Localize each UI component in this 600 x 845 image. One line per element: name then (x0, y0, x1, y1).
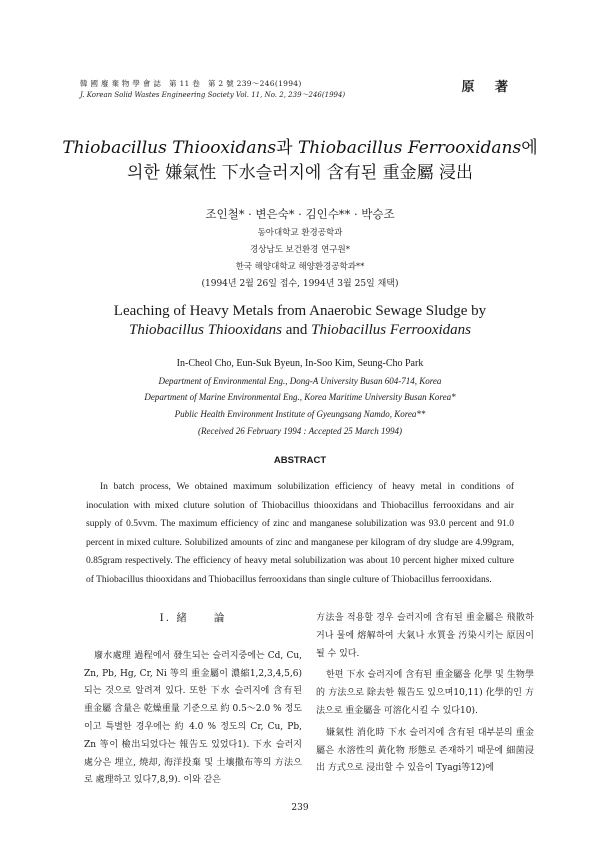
affiliation-en-2: Department of Marine Environmental Eng., Korea Maritime University Busan Korea* (144, 392, 456, 402)
affiliation-ko-3: 한국 해양대학교 해양환경공학과** (235, 262, 365, 272)
body-column-left (84, 610, 302, 790)
body-paragraph: 嫌氣性 消化時 下水 슬러지에 含有된 대부분의 重金屬은 水溶性의 黃化物 形態로 존재하기 때문에 細菌浸出 方式으로 浸出할 수 있음이 Tyagi等12)에 (316, 727, 534, 774)
page-number: 239 (291, 803, 309, 813)
affiliation-ko-2: 경상남도 보건환경 연구원* (250, 245, 350, 255)
body-column-right (316, 610, 534, 778)
title-en-species-2: Thiobacillus Ferrooxidans (311, 322, 471, 338)
received-date-ko: (1994년 2월 26일 접수, 1994년 3월 25일 채택) (201, 279, 399, 289)
title-en-line-2 (0, 322, 600, 339)
article-type-badge: 原 著 (461, 80, 516, 95)
title-species-1: Thiobacillus Thiooxidans (62, 138, 277, 158)
title-en-line-1: Leaching of Heavy Metals from Anaerobic Sewage Sludge by (113, 303, 487, 319)
title-ko-line-2: 의한 嫌氣性 下水슬러지에 含有된 重金屬 浸出 (127, 163, 473, 183)
title-suffix: 에 (521, 138, 538, 158)
title-ko-line-1 (0, 133, 600, 158)
affiliation-en-1: Department of Environmental Eng., Dong-A University Busan 604-714, Korea (158, 376, 442, 386)
body-paragraph: 廢水處理 過程에서 發生되는 슬러지중에는 Cd, Cu, Zn, Pb, Hg, Cr, Ni 等의 重金屬이 濃縮1,2,3,4,5,6) 되는 것으로 알려져 있다. 또한 下水 슬러지에 含有된 重金屬 含量은 乾燥重量 기준으로 約 0.5～2.0 % 정도이고 특별한 경우에는 約 4.0 % 정도의 Cr, Cu, Pb, Zn 等이 檢出되었다는 報告도 있었다1). 下水 슬러지 處分은 埋立, 燒却, 海洋投棄 및 土壤撒布等의 方法으로 處理하고 있다7,8,9). 이와 같은 (84, 650, 302, 786)
body-paragraph: 方法을 적용할 경우 슬러지에 含有된 重金屬은 飛散하거나 물에 熔解하여 大氣나 水質을 汚染시키는 原因이 될 수 있다. (316, 613, 534, 659)
authors-ko: 조인철* · 변은숙* · 김인수** · 박승조 (205, 207, 395, 221)
journal-header-ko: 韓 國 廢 棄 物 學 會 誌 第 11 卷 第 2 號 239～246(1994) (80, 79, 302, 88)
title-conj: 과 (276, 138, 298, 158)
abstract-body: In batch process, We obtained maximum solubilization efficiency of heavy metal in conditions of inoculation with mixed cluture solution of Thiobacillus thiooxidans and Thiobacillus ferrooxidans and air supply of 0.5vvm. The maximum efficiency of zinc and manganese solubilization was 93.0 percent and 91.0 percent in mixed culture. Solubilized amounts of zinc and manganese per kilogram of dry sludge are 4.99gram, 0.85gram respectively. The efficiency of heavy metal solubilization was about 10 percent higher mixed culture of Thiobacillus thiooxidans and Thiobacillus ferrooxidans than single culture of Thiobacillus ferrooxidans. (86, 482, 514, 585)
body-paragraph: 한편 下水 슬러지에 含有된 重金屬을 化學 및 生物學的 方法으로 除去한 報告도 있으며10,11) 化學的인 方法으로 重金屬을 可溶化시킬 수 있다10). (316, 670, 534, 716)
abstract-heading: ABSTRACT (273, 455, 327, 466)
received-date-en: (Received 26 February 1994 : Accepted 25 March 1994) (198, 426, 402, 436)
title-en-species-1: Thiobacillus Thiooxidans (129, 322, 282, 338)
title-species-2: Thiobacillus Ferrooxidans (297, 138, 522, 158)
authors-en: In-Cheol Cho, Eun-Suk Byeun, In-Soo Kim, Seung-Cho Park (176, 358, 424, 369)
affiliation-ko-1: 동아대학교 환경공학과 (257, 228, 343, 238)
title-en-and: and (281, 322, 312, 338)
journal-header-en: J. Korean Solid Wastes Engineering Society Vol. 11, No. 2, 239～246(1994) (80, 91, 346, 99)
section-heading: I. 緒 論 (159, 612, 227, 624)
affiliation-en-3: Public Health Environment Institute of Gyeungsang Namdo, Korea** (174, 409, 426, 419)
